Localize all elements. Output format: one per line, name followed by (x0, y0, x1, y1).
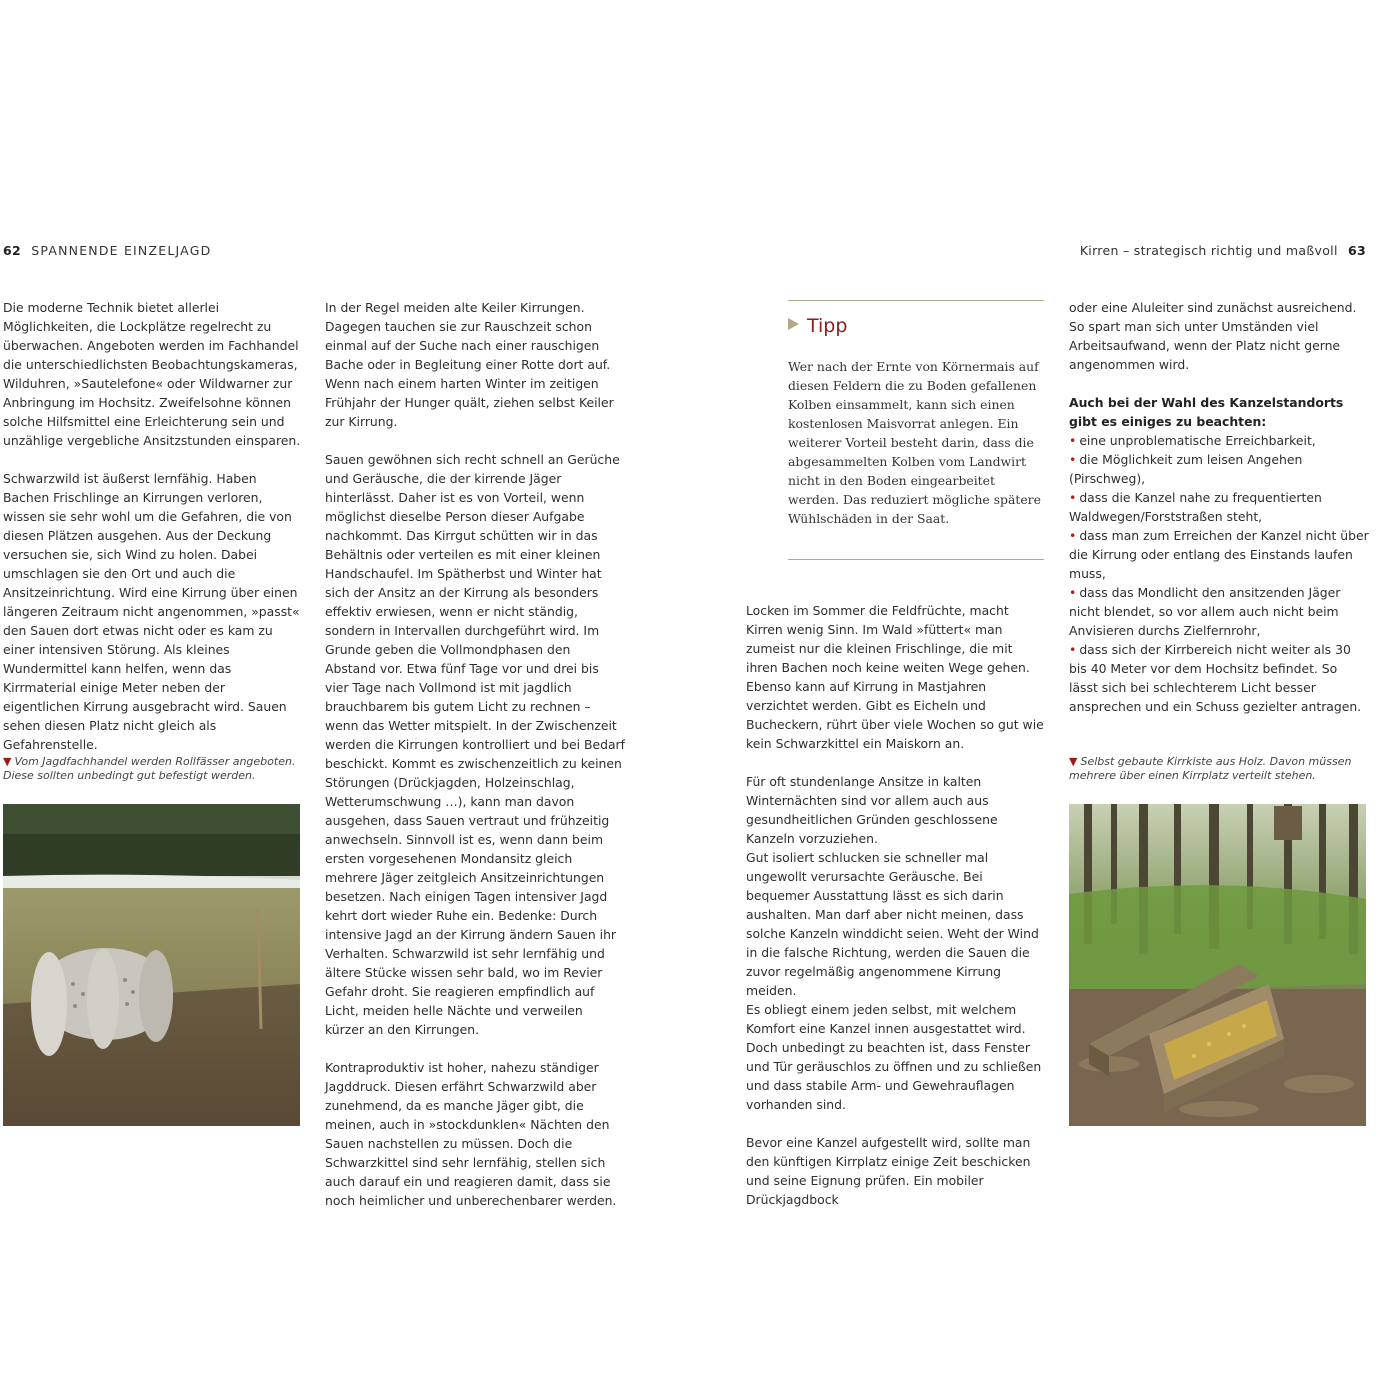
right-page-number: 63 (1348, 243, 1366, 258)
list-item-text: dass sich der Kirrbereich nicht weiter als 30 bis 40 Meter vor dem Hochsitz befindet. So lässt sich bei schlechterem Licht besser ansprechen und ein Schuss gezielter antragen. (1069, 642, 1362, 714)
left-page-header (3, 243, 211, 258)
triangle-right-icon (788, 318, 799, 330)
checklist (1069, 431, 1369, 716)
bullet-icon: • (1069, 642, 1077, 657)
list-item (1069, 583, 1369, 640)
list-item (1069, 640, 1369, 716)
left-running-title: SPANNENDE EINZELJAGD (31, 243, 212, 258)
list-item-text: eine unproblematische Erreichbarkeit, (1079, 433, 1316, 448)
list-item-text: dass das Mondlicht den ansitzenden Jäger nicht blendet, so vor allem auch nicht beim Anvisieren durchs Zielfernrohr, (1069, 585, 1341, 638)
list-item-text: die Möglichkeit zum leisen Angehen (Pirschweg), (1069, 452, 1303, 486)
paragraph: Sauen gewöhnen sich recht schnell an Gerüche und Geräusche, die der kirrende Jäger hinterlässt. Daher ist es von Vorteil, wenn möglichst dieselbe Person dieser Aufgabe nachkommt. Das Kirrgut schütten wir in das Behältnis oder verteilen es mit einer kleinen Handschaufel. Im Spätherbst und Winter hat sich der Ansitz an der Kirrung als besonders effektiv erwiesen, wenn er nicht ständig, sondern in Intervallen durchgeführt wird. Im Grunde geben die Vollmondphasen den Abstand vor. Etwa fünf Tage vor und drei bis vier Tage nach Vollmond ist mit jagdlich brauchbarem bis gutem Licht zu rechnen – wenn das Wetter mitspielt. In der Zwischenzeit werden die Kirrungen kontrolliert und bei Bedarf beschickt. Kommt es zwischenzeitlich zu keinen Störungen (Drückjagden, Holzeinschlag, Wetterumschwung …), kann man davon ausgehen, dass Sauen vertraut und frühzeitig anwechseln. Sinnvoll ist es, wenn dann beim ersten vorgesehenen Mondansitz gleich mehrere Jäger zeitgleich Ansitzeinrichtungen besetzen. Nach einigen Tagen intensiver Jagd kehrt dort wieder Ruhe ein. Bedenke: Durch intensive Jagd an der Kirrung ändern Sauen ihr Verhalten. Schwarzwild ist sehr lernfähig und ältere Stücke wissen sehr bald, wo im Revier Gefahr droht. Sie reagieren empfindlich auf Licht, meiden helle Nächte und verweilen kürzer an den Kirrungen. (325, 452, 625, 1037)
bullet-icon: • (1069, 433, 1077, 448)
bullet-icon: • (1069, 528, 1077, 543)
tipp-heading (788, 315, 847, 337)
list-item-text: dass die Kanzel nahe zu frequentierten Waldwegen/Forststraßen steht, (1069, 490, 1322, 524)
paragraph-line: Es obliegt einem jeden selbst, mit welchem Komfort eine Kanzel innen ausgestattet wird. Doch unbedingt zu beachten ist, dass Fenster und Tür geräuschlos zu öffnen und zu schließen und dass stabile Arm- und Gewehrauflagen vorhanden sind. (746, 1002, 1042, 1112)
column-3 (746, 601, 1046, 1228)
caption-text: Vom Jagdfachhandel werden Rollfässer angeboten. Diese sollten unbedingt gut befestigt werden. (3, 755, 296, 782)
paragraph: Bevor eine Kanzel aufgestellt wird, sollte man den künftigen Kirrplatz einige Zeit beschicken und seine Eignung prüfen. Ein mobiler Drückjagdbock (746, 1135, 1031, 1207)
caption-text: Selbst gebaute Kirrkiste aus Holz. Davon müssen mehrere über einen Kirrplatz verteilt stehen. (1069, 755, 1352, 782)
photo-bait-box (1069, 804, 1366, 1126)
triangle-down-icon: ▼ (3, 755, 12, 768)
paragraph: Die moderne Technik bietet allerlei Möglichkeiten, die Lockplätze regelrecht zu überwachen. Angeboten werden im Fachhandel die unterschiedlichsten Beobachtungskameras, Wilduhren, »Sautelefone« oder Wildwarner zur Anbringung im Hochsitz. Zweifelsohne können solche Hilfsmittel eine Erleichterung sein und unzählige vergebliche Ansitzstunden einsparen. (3, 300, 301, 448)
paragraph: oder eine Aluleiter sind zunächst ausreichend. So spart man sich unter Umständen viel Arbeitsaufwand, wenn der Platz nicht gerne angenommen wird. (1069, 300, 1357, 372)
bait-box-illustration (1069, 804, 1366, 1126)
list-item (1069, 431, 1369, 450)
photo-caption-right (1069, 755, 1369, 783)
list-item (1069, 488, 1369, 526)
left-page-number: 62 (3, 243, 21, 258)
paragraph-line: Für oft stundenlange Ansitze in kalten Winternächten sind vor allem auch aus gesundheitlichen Gründen geschlossene Kanzeln vorzuziehen. (746, 774, 998, 846)
paragraph: Kontraproduktiv ist hoher, nahezu ständiger Jagddruck. Diesen erfährt Schwarzwild aber zunehmend, da es manche Jäger gibt, die meinen, auch in »stockdunklen« Nächten den Sauen nachstellen zu müssen. Doch die Schwarzkittel sind sehr lernfähig, stellen sich auch darauf ein und reagieren damit, dass sie noch heimlicher und unberechenbarer werden. (325, 1060, 617, 1208)
paragraph: Locken im Sommer die Feldfrüchte, macht Kirren wenig Sinn. Im Wald »füttert« man zumeist nur die kleinen Frischlinge, die mit ihren Bachen noch keine weiten Wege gehen. Ebenso kann auf Kirrung in Mastjahren verzichtet werden. Gibt es Eicheln und Bucheckern, rührt über viele Wochen so gut wie kein Schwarzkittel ein Maiskorn an. (746, 603, 1044, 751)
bullet-icon: • (1069, 585, 1077, 600)
paragraph-line: Gut isoliert schlucken sie schneller mal ungewollt verursachte Geräusche. Bei bequemer Ausstattung lässt es sich darin aushalten. Man darf aber nicht meinen, dass solche Kanzeln winddicht seien. Weht der Wind in die falsche Richtung, werden die Sauen die zuvor regelmäßig angenommene Kirrung meiden. (746, 850, 1039, 998)
column-2 (325, 298, 625, 1229)
tipp-box (788, 300, 1044, 560)
tipp-heading-text: Tipp (807, 315, 848, 337)
column-1 (3, 298, 303, 773)
column-4 (1069, 298, 1369, 716)
paragraph: Schwarzwild ist äußerst lernfähig. Haben Bachen Frischlinge an Kirrungen verloren, wissen sie sehr wohl um die Gefahren, die von diesen Plätzen ausgehen. Aus der Deckung versuchen sie, sich Wind zu holen. Dabei umschlagen sie den Ort und auch die Ansitzeinrichtung. Wird eine Kirrung über einen längeren Zeitraum nicht angenommen, »passt« den Sauen dort etwas nicht oder es kam zu einer intensiven Störung. Als kleines Wundermittel kann helfen, wenn das Kirrmaterial einige Meter neben der eigentlichen Kirrung ausgebracht wird. Sauen sehen diesen Platz nicht gleich als Gefahrenstelle. (3, 471, 300, 752)
checklist-heading: Auch bei der Wahl des Kanzelstandorts gibt es einiges zu beachten: (1069, 395, 1344, 429)
right-page-header (1080, 243, 1366, 258)
paragraph (746, 772, 1046, 1114)
roll-barrel-illustration (3, 804, 300, 1126)
bullet-icon: • (1069, 490, 1077, 505)
right-running-title: Kirren – strategisch richtig und maßvoll (1079, 243, 1338, 258)
list-item (1069, 526, 1369, 583)
photo-caption-left (3, 755, 303, 783)
tipp-text: Wer nach der Ernte von Körnermais auf diesen Feldern die zu Boden gefallenen Kolben einsammelt, kann sich einen kostenlosen Maisvorrat anlegen. Ein weiterer Vorteil besteht darin, dass die abgesammelten Kolben vom Landwirt nicht in den Boden eingearbeitet werden. Das reduziert mögliche spätere Wühlschäden in der Saat. (788, 359, 1041, 526)
bullet-icon: • (1069, 452, 1077, 467)
photo-roll-barrel (3, 804, 300, 1126)
paragraph: In der Regel meiden alte Keiler Kirrungen. Dagegen tauchen sie zur Rauschzeit schon einmal auf der Suche nach einer rauschigen Bache oder in Begleitung einer Rotte dort auf. Wenn nach einem harten Winter im zeitigen Frühjahr der Hunger quält, ziehen selbst Keiler zur Kirrung. (325, 300, 614, 429)
list-item (1069, 450, 1369, 488)
list-item-text: dass man zum Erreichen der Kanzel nicht über die Kirrung oder entlang des Einstands laufen muss, (1069, 528, 1369, 581)
triangle-down-icon: ▼ (1069, 755, 1078, 768)
